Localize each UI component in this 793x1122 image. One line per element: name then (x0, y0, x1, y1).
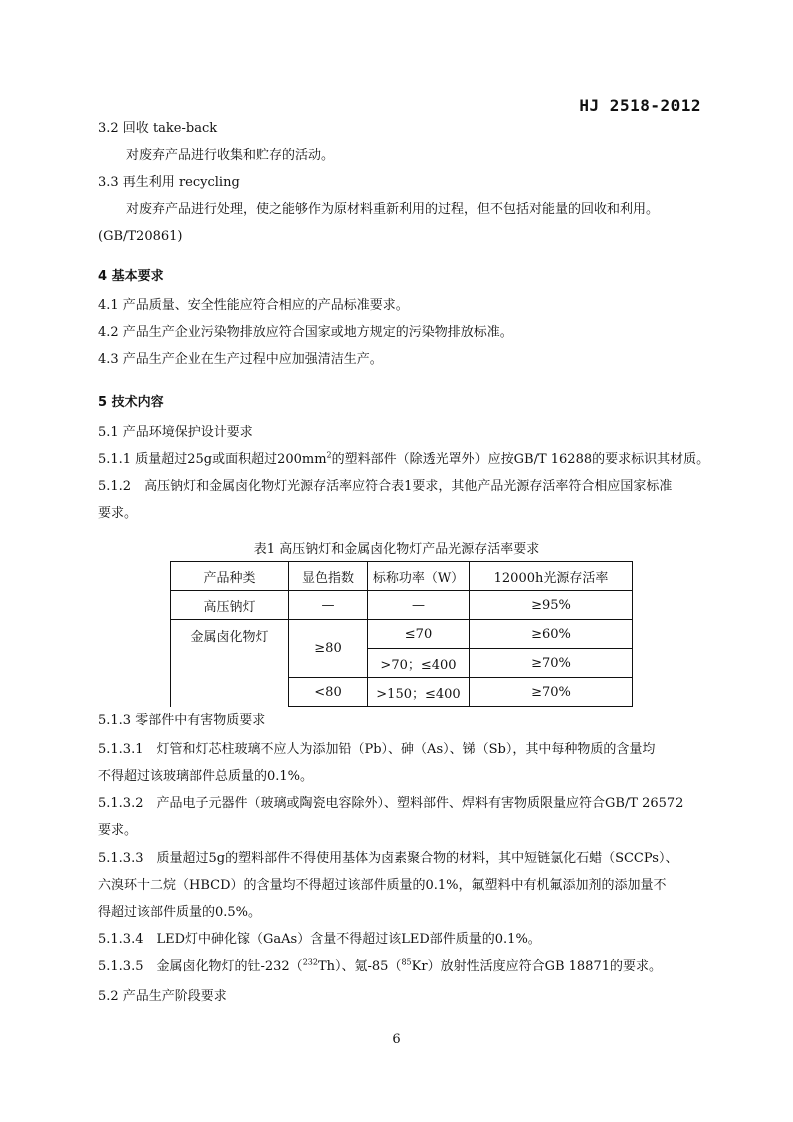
clause-4-2: 4.2 产品生产企业污染物排放应符合国家或地方规定的污染物排放标准。 (98, 325, 513, 340)
section-4-heading: 4 基本要求 (98, 269, 164, 284)
clause-5-1-3-4: 5.1.3.4 LED灯中砷化镓（GaAs）含量不得超过该LED部件质量的0.1%。 (98, 932, 541, 947)
clause-5-1-3-1-line2: 不得超过该玻璃部件总质量的0.1%。 (98, 769, 314, 784)
clause-5-1-3-5-text-a: 5.1.3.5 金属卤化物灯的钍-232（ (98, 959, 303, 974)
cell-type-metal-halide: 金属卤化物灯 (171, 620, 289, 707)
cell-power: >70；≤400 (368, 649, 470, 678)
section-3-2-body: 对废弃产品进行收集和贮存的活动。 (126, 148, 335, 163)
clause-5-1-3-2-line1: 5.1.3.2 产品电子元器件（玻璃或陶瓷电容除外）、塑料部件、焊料有害物质限量应符合GB/T 26572 (98, 796, 684, 811)
cell-survival: ≥95% (470, 591, 633, 620)
clause-4-1: 4.1 产品质量、安全性能应符合相应的产品标准要求。 (98, 298, 409, 313)
clause-5-1-3-5-text-b: Th）、氪-85（ (317, 959, 402, 974)
table-caption: 表1 高压钠灯和金属卤化物灯产品光源存活率要求 (253, 542, 540, 557)
cell-power: — (368, 591, 470, 620)
clause-5-1-3-3-line3: 得超过该部件质量的0.5%。 (98, 905, 262, 920)
cell-cri: ≥80 (289, 620, 368, 678)
clause-5-1-2-line2: 要求。 (98, 506, 138, 521)
clause-5-1-1-text-a: 5.1.1 质量超过25g或面积超过200mm (98, 452, 327, 467)
section-3-3-title: 3.3 再生利用 recycling (98, 175, 240, 190)
col-header-survival: 12000h光源存活率 (470, 562, 633, 591)
col-header-power: 标称功率（W） (368, 562, 470, 591)
col-header-type: 产品种类 (171, 562, 289, 591)
clause-5-1-3-2-line2: 要求。 (98, 823, 138, 838)
clause-5-1-2-line1: 5.1.2 高压钠灯和金属卤化物灯光源存活率应符合表1要求，其他产品光源存活率符合相应国家标准 (98, 479, 673, 494)
clause-5-1-3-3-line1: 5.1.3.3 质量超过5g的塑料部件不得使用基体为卤素聚合物的材料，其中短链氯化石蜡（SCCPs）、 (98, 851, 679, 866)
clause-5-2: 5.2 产品生产阶段要求 (98, 989, 227, 1004)
col-header-cri: 显色指数 (289, 562, 368, 591)
table-row (171, 620, 633, 649)
th-mass-number: 232 (302, 957, 318, 967)
cell-survival: ≥70% (470, 649, 633, 678)
clause-5-1-3-5-text-c: Kr）放射性活度应符合GB 18871的要求。 (411, 959, 662, 974)
clause-5-1-3-5 (98, 958, 662, 976)
section-3-2-title: 3.2 回收 take-back (98, 121, 218, 136)
table-header-row (171, 562, 633, 591)
section-3-3-body: 对废弃产品进行处理，使之能够作为原材料重新利用的过程，但不包括对能量的回收和利用。 (126, 202, 660, 217)
section-3-3-ref: (GB/T20861) (98, 229, 183, 244)
clause-5-1-1-text-b: 的塑料部件（除透光罩外）应按GB/T 16288的要求标识其材质。 (331, 452, 710, 467)
clause-5-1-1-sup: 2 (326, 450, 332, 460)
clause-5-1-3-1-line1: 5.1.3.1 灯管和灯芯柱玻璃不应人为添加铅（Pb）、砷（As）、锑（Sb），其中每种物质的含量均 (98, 742, 656, 757)
cell-survival: ≥70% (470, 678, 633, 707)
clause-5-1: 5.1 产品环境保护设计要求 (98, 425, 253, 440)
clause-5-1-3: 5.1.3 零部件中有害物质要求 (98, 713, 266, 728)
cell-power: ≤70 (368, 620, 470, 649)
kr-mass-number: 85 (401, 957, 412, 967)
cell-power: >150；≤400 (368, 678, 470, 707)
cell-survival: ≥60% (470, 620, 633, 649)
survival-rate-table (170, 561, 633, 707)
cell-cri: <80 (289, 678, 368, 707)
table-row (171, 591, 633, 620)
clause-5-1-1 (98, 451, 709, 469)
cell-type: 高压钠灯 (171, 591, 289, 620)
clause-5-1-3-3-line2: 六溴环十二烷（HBCD）的含量均不得超过该部件质量的0.1%，氟塑料中有机氟添加剂的添加量不 (98, 878, 667, 893)
page-number: 6 (392, 1032, 401, 1047)
cell-cri: — (289, 591, 368, 620)
clause-4-3: 4.3 产品生产企业在生产过程中应加强清洁生产。 (98, 352, 383, 367)
standard-code: HJ 2518-2012 (579, 96, 701, 115)
section-5-heading: 5 技术内容 (98, 395, 164, 410)
